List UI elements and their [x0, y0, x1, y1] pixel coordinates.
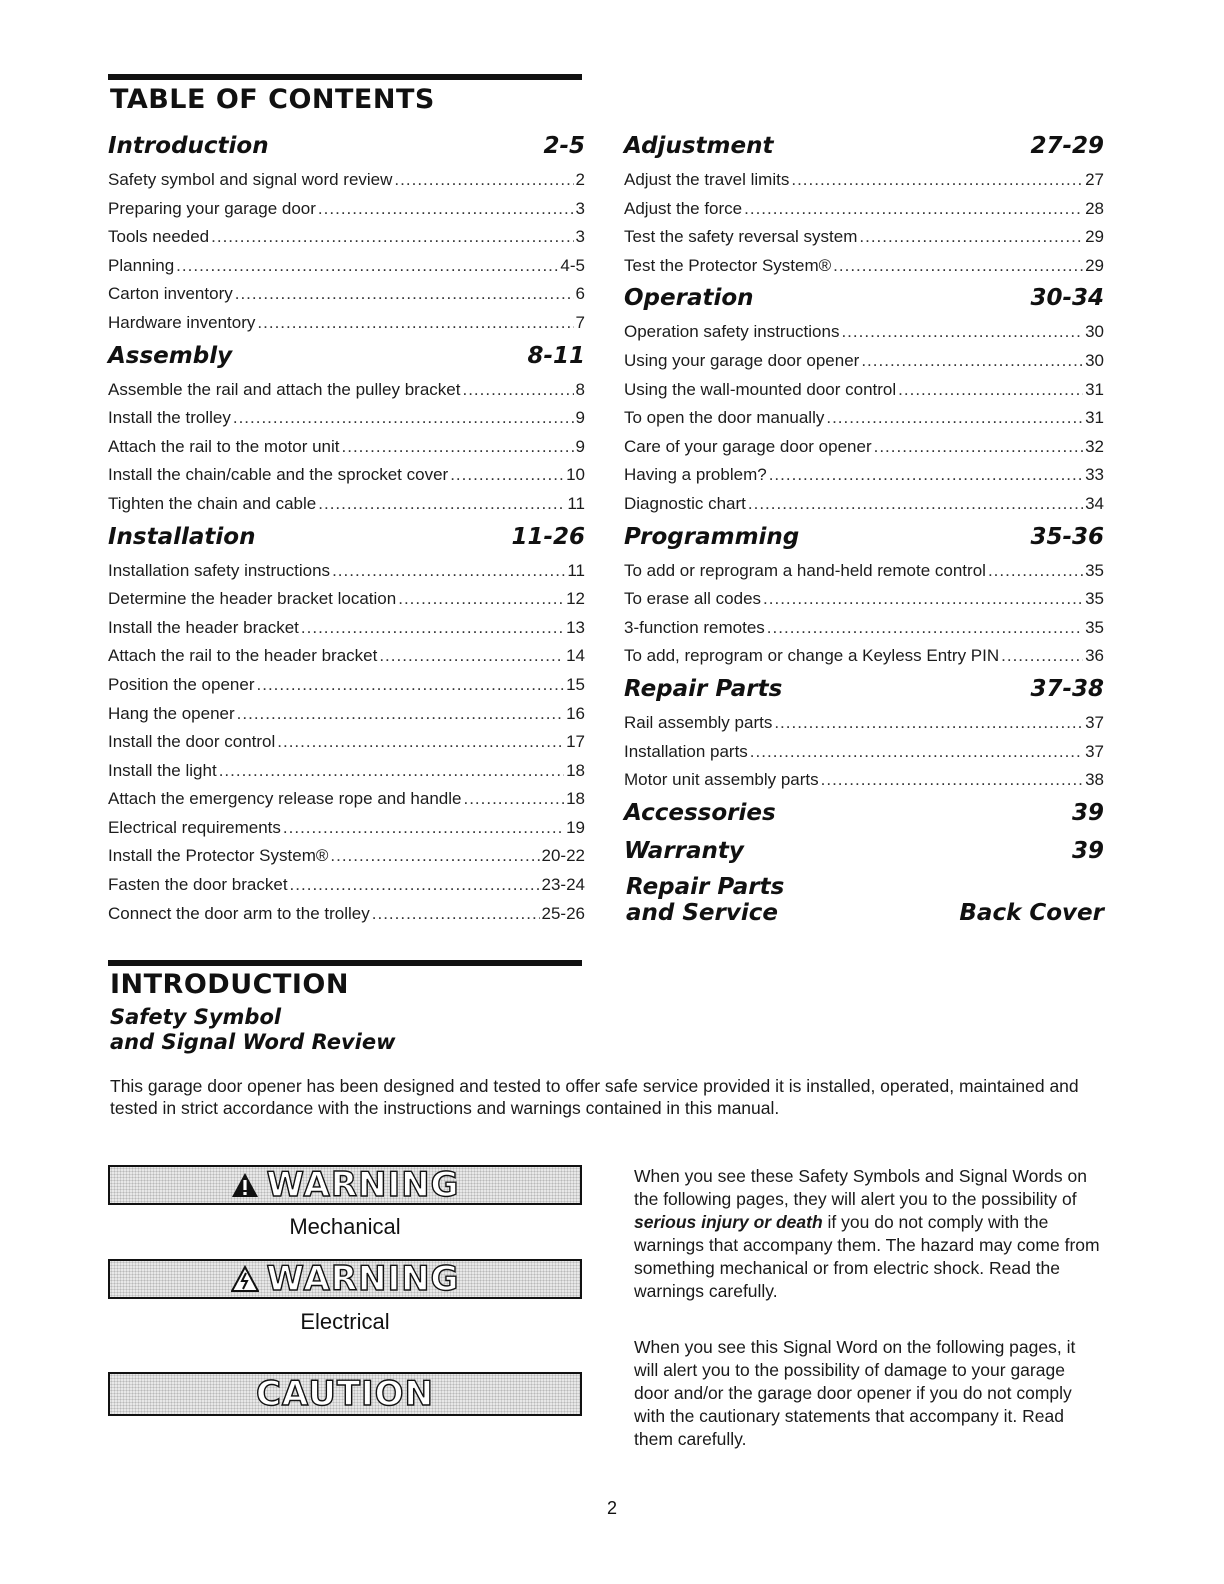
toc-entry-page: 31 — [1085, 408, 1104, 428]
toc-entry-leader-dots — [874, 433, 1083, 462]
toc-entry — [624, 252, 1104, 281]
warning-triangle-icon — [231, 1171, 259, 1199]
toc-section-heading — [624, 795, 1104, 827]
toc-entry — [624, 614, 1104, 643]
toc-entry-page: 4-5 — [560, 255, 585, 275]
toc-entry-title: Hardware inventory — [108, 312, 256, 332]
toc-entry-leader-dots — [791, 166, 1083, 195]
toc-entry — [624, 461, 1104, 490]
toc-entry-title: Attach the rail to the header bracket — [108, 646, 378, 666]
toc-entry-title: Diagnostic chart — [624, 493, 746, 513]
toc-entry — [108, 900, 585, 929]
toc-entry-leader-dots — [826, 404, 1083, 433]
toc-entry — [108, 376, 585, 405]
toc-entry-leader-dots — [861, 347, 1083, 376]
toc-entry-page: 36 — [1085, 646, 1104, 666]
toc-section-pages: 27-29 — [1030, 133, 1104, 159]
toc-entry — [108, 785, 585, 814]
toc-section-heading — [108, 519, 585, 551]
intro-heading: INTRODUCTION — [110, 969, 349, 1000]
toc-section-title: Accessories — [624, 799, 776, 826]
toc-entry-page: 3 — [575, 198, 585, 218]
toc-entry-leader-dots — [283, 814, 564, 843]
toc-entry-leader-dots — [394, 166, 573, 195]
intro-top-rule — [108, 960, 582, 966]
toc-final-pages: Back Cover — [959, 900, 1104, 926]
toc-entry-title: Carton inventory — [108, 284, 233, 304]
toc-section-pages: 30-34 — [1030, 285, 1104, 312]
toc-section-pages: 39 — [1071, 837, 1104, 864]
toc-entry-leader-dots — [988, 557, 1083, 586]
toc-entry-title: Using the wall-mounted door control — [624, 379, 897, 399]
toc-entry-title: To erase all codes — [624, 589, 762, 609]
toc-entry-title: Assemble the rail and attach the pulley bracket — [108, 379, 461, 399]
toc-section-title: Adjustment — [624, 133, 774, 159]
warning-explanation-text-a: When you see these Safety Symbols and Signal Words on the following pages, they will alert you to the possibility of — [634, 1166, 1087, 1209]
toc-entry-leader-dots — [462, 376, 573, 405]
toc-entry-page: 2 — [575, 170, 585, 189]
toc-entry-page: 12 — [566, 589, 585, 609]
toc-entry-page: 37 — [1085, 712, 1104, 732]
toc-entry-title: Adjust the travel limits — [624, 170, 790, 189]
toc-entry-page: 33 — [1085, 465, 1104, 485]
toc-entry-page: 25-26 — [541, 903, 585, 923]
toc-entry-title: Hang the opener — [108, 703, 235, 723]
toc-entry-title: To add or reprogram a hand-held remote control — [624, 560, 986, 580]
toc-entry-title: Installation safety instructions — [108, 560, 331, 580]
toc-entry-title: Electrical requirements — [108, 817, 281, 837]
toc-entry-title: Attach the rail to the motor unit — [108, 436, 340, 456]
toc-section-heading — [624, 280, 1104, 312]
toc-entry-leader-dots — [774, 709, 1083, 738]
toc-entry-title: Preparing your garage door — [108, 198, 316, 218]
toc-entry-page: 11 — [567, 493, 585, 513]
toc-entry-page: 23-24 — [541, 875, 585, 895]
toc-entry-leader-dots — [342, 433, 574, 462]
toc-entry-leader-dots — [219, 757, 564, 786]
toc-entry-leader-dots — [748, 490, 1083, 519]
toc-entry — [108, 642, 585, 671]
toc-entry-page: 38 — [1085, 770, 1104, 790]
toc-entry-title: Planning — [108, 255, 175, 275]
toc-entry-title: Care of your garage door opener — [624, 436, 872, 456]
toc-section-title: Assembly — [108, 342, 233, 369]
toc-entry-title: Tighten the chain and cable — [108, 493, 317, 513]
toc-section-heading — [108, 128, 585, 160]
toc-entry-leader-dots — [744, 195, 1083, 224]
toc-entry — [624, 433, 1104, 462]
toc-entry — [624, 738, 1104, 767]
warning-electrical-box — [108, 1259, 582, 1299]
toc-entry-page: 29 — [1085, 255, 1104, 275]
toc-section-heading — [624, 128, 1104, 160]
toc-entry-page: 28 — [1085, 198, 1104, 218]
toc-entry-page: 35 — [1085, 617, 1104, 637]
toc-entry-leader-dots — [450, 461, 564, 490]
toc-entry-page: 14 — [566, 646, 585, 666]
toc-entry-title: Install the light — [108, 760, 217, 780]
warning-electrical-caption: Electrical — [300, 1309, 390, 1334]
toc-entry — [108, 252, 585, 281]
toc-entry-leader-dots — [379, 642, 564, 671]
toc-entry — [108, 433, 585, 462]
toc-entry-page: 8 — [575, 379, 585, 399]
toc-entry-title: Operation safety instructions — [624, 322, 840, 342]
toc-entry-leader-dots — [372, 900, 540, 929]
toc-entry-leader-dots — [257, 309, 573, 338]
toc-entry-leader-dots — [833, 252, 1083, 281]
toc-entry — [108, 223, 585, 252]
warning-explanation-text-c: if you do not comply with the warnings that accompany them. The hazard may come from something mechanical or from electric shock. Read the warnings carefully. — [634, 1212, 1100, 1301]
toc-entry-title: Test the Protector System® — [624, 255, 832, 275]
toc-entry-page: 10 — [566, 465, 585, 485]
intro-subheading-line2: and Signal Word Review — [110, 1030, 396, 1054]
toc-entry-page: 3 — [575, 227, 585, 247]
toc-right-column — [624, 128, 1104, 871]
toc-entry-page: 18 — [566, 789, 585, 809]
warning-electrical-word: WARNING — [266, 1259, 460, 1299]
toc-entry — [624, 376, 1104, 405]
toc-section-pages: 11-26 — [511, 523, 585, 550]
toc-entry-title: Attach the emergency release rope and handle — [108, 789, 462, 809]
toc-entry-leader-dots — [1001, 642, 1083, 671]
toc-entry-title: Safety symbol and signal word review — [108, 170, 393, 189]
toc-entry-title: Determine the header bracket location — [108, 589, 397, 609]
toc-entry — [108, 166, 585, 195]
toc-entry — [108, 814, 585, 843]
toc-heading: TABLE OF CONTENTS — [110, 84, 435, 115]
toc-entry-leader-dots — [750, 738, 1083, 767]
toc-entry-page: 18 — [566, 760, 585, 780]
toc-entry-leader-dots — [277, 728, 564, 757]
toc-entry-page: 13 — [566, 617, 585, 637]
toc-entry-page: 29 — [1085, 227, 1104, 247]
toc-entry-title: Rail assembly parts — [624, 712, 773, 732]
toc-entry — [108, 557, 585, 586]
toc-entry-title: 3-function remotes — [624, 617, 765, 637]
caution-box — [108, 1372, 582, 1416]
toc-entry — [108, 195, 585, 224]
toc-entry-page: 20-22 — [541, 846, 585, 866]
toc-entry-leader-dots — [463, 785, 564, 814]
toc-entry — [108, 280, 585, 309]
toc-entry-leader-dots — [237, 700, 564, 729]
toc-entry — [108, 671, 585, 700]
toc-entry — [108, 404, 585, 433]
toc-entry-page: 30 — [1085, 350, 1104, 370]
warning-mechanical-word: WARNING — [266, 1165, 460, 1205]
toc-entry-title: Adjust the force — [624, 198, 743, 218]
toc-entry-page: 11 — [567, 560, 585, 580]
toc-entry-leader-dots — [767, 614, 1083, 643]
toc-entry-page: 6 — [575, 284, 585, 304]
toc-entry-title: Install the chain/cable and the sprocket cover — [108, 465, 449, 485]
toc-entry-title: Connect the door arm to the trolley — [108, 903, 370, 923]
toc-section-title: Repair Parts — [624, 675, 783, 702]
toc-entry-title: To add, reprogram or change a Keyless Entry PIN — [624, 646, 1000, 666]
toc-entry-page: 17 — [566, 732, 585, 752]
toc-entry-leader-dots — [318, 490, 565, 519]
toc-top-rule — [108, 74, 582, 80]
toc-entry-title: Install the door control — [108, 732, 276, 752]
toc-entry-title: Using your garage door opener — [624, 350, 860, 370]
toc-entry-leader-dots — [859, 223, 1083, 252]
intro-paragraph: This garage door opener has been designed and tested to offer safe service provided it is installed, operated, maintained and tested in strict accordance with the instructions and warnings contained in this manual. — [110, 1076, 1079, 1118]
toc-entry — [624, 557, 1104, 586]
toc-entry-leader-dots — [398, 585, 564, 614]
toc-entry-leader-dots — [211, 223, 573, 252]
toc-section-heading — [624, 671, 1104, 703]
toc-entry — [108, 757, 585, 786]
toc-section-pages: 35-36 — [1030, 523, 1104, 550]
toc-section-pages: 2-5 — [543, 133, 585, 159]
toc-entry-page: 35 — [1085, 589, 1104, 609]
toc-entry — [624, 642, 1104, 671]
toc-entry — [108, 728, 585, 757]
toc-section-heading — [624, 519, 1104, 551]
toc-entry-page: 27 — [1085, 170, 1104, 189]
toc-section-title: Introduction — [108, 133, 269, 159]
toc-entry — [108, 461, 585, 490]
toc-entry-page: 16 — [566, 703, 585, 723]
page-number: 2 — [606, 1498, 617, 1518]
toc-entry — [624, 585, 1104, 614]
toc-entry-page: 34 — [1085, 493, 1104, 513]
caution-explanation: When you see this Signal Word on the following pages, it will alert you to the possibility of damage to your garage door and/or the garage door opener if you do not comply with the cautionary statements that accompany it. Read them carefully. — [634, 1337, 1076, 1449]
toc-entry-leader-dots — [235, 280, 574, 309]
toc-entry-leader-dots — [301, 614, 564, 643]
toc-entry — [108, 614, 585, 643]
toc-entry — [624, 318, 1104, 347]
toc-entry-title: Position the opener — [108, 674, 255, 694]
toc-entry-title: Install the header bracket — [108, 617, 299, 637]
toc-entry-title: Motor unit assembly parts — [624, 770, 819, 790]
toc-entry — [108, 871, 585, 900]
toc-entry-leader-dots — [257, 671, 565, 700]
toc-entry-page: 32 — [1085, 436, 1104, 456]
toc-entry — [624, 347, 1104, 376]
toc-section-title: Operation — [624, 285, 754, 312]
toc-entry — [108, 842, 585, 871]
toc-section-pages: 37-38 — [1030, 675, 1104, 702]
toc-entry-page: 9 — [575, 408, 585, 428]
toc-entry-leader-dots — [841, 318, 1083, 347]
toc-final-title-line2: and Service — [626, 900, 778, 926]
toc-entry — [624, 404, 1104, 433]
toc-entry-page: 37 — [1085, 741, 1104, 761]
intro-subheading-line1: Safety Symbol — [110, 1005, 282, 1029]
toc-entry — [108, 490, 585, 519]
toc-entry-leader-dots — [290, 871, 540, 900]
toc-entry-leader-dots — [330, 842, 539, 871]
toc-entry — [624, 490, 1104, 519]
toc-entry-leader-dots — [763, 585, 1083, 614]
toc-entry — [108, 309, 585, 338]
toc-entry-leader-dots — [318, 195, 574, 224]
toc-section-heading — [624, 833, 1104, 865]
toc-section-title: Warranty — [624, 837, 744, 864]
toc-entry-leader-dots — [176, 252, 558, 281]
toc-section-pages: 8-11 — [527, 342, 585, 369]
toc-entry — [624, 709, 1104, 738]
caution-word: CAUTION — [255, 1374, 435, 1414]
warning-explanation — [634, 1165, 1104, 1303]
warning-explanation-emphasis: serious injury or death — [634, 1212, 823, 1232]
toc-section-heading — [108, 338, 585, 370]
toc-section-title: Installation — [108, 523, 256, 550]
toc-entry-page: 9 — [575, 436, 585, 456]
toc-entry — [108, 700, 585, 729]
toc-entry — [624, 766, 1104, 795]
toc-entry-title: Fasten the door bracket — [108, 875, 288, 895]
toc-entry-title: Tools needed — [108, 227, 210, 247]
toc-entry — [624, 195, 1104, 224]
toc-entry-page: 30 — [1085, 322, 1104, 342]
toc-entry-leader-dots — [332, 557, 565, 586]
toc-entry-title: Test the safety reversal system — [624, 227, 858, 247]
toc-entry-title: To open the door manually — [624, 408, 825, 428]
toc-final-title-line1: Repair Parts — [626, 874, 785, 900]
toc-final-section — [626, 874, 1104, 926]
electrical-hazard-icon — [231, 1265, 259, 1293]
toc-entry — [108, 585, 585, 614]
warning-mechanical-box — [108, 1165, 582, 1205]
toc-entry-title: Having a problem? — [624, 465, 767, 485]
toc-entry-page: 15 — [566, 674, 585, 694]
toc-entry-leader-dots — [233, 404, 574, 433]
toc-entry-title: Install the trolley — [108, 408, 231, 428]
toc-section-title: Programming — [624, 523, 800, 550]
toc-entry-title: Install the Protector System® — [108, 846, 329, 866]
toc-entry-leader-dots — [821, 766, 1083, 795]
toc-entry-leader-dots — [898, 376, 1083, 405]
warning-mechanical-caption: Mechanical — [289, 1214, 401, 1239]
toc-entry — [624, 166, 1104, 195]
intro-subheading — [110, 1005, 396, 1055]
toc-section-pages: 39 — [1071, 799, 1104, 826]
toc-entry-page: 35 — [1085, 560, 1104, 580]
toc-entry-leader-dots — [769, 461, 1083, 490]
toc-entry-title: Installation parts — [624, 741, 748, 761]
toc-left-column — [108, 128, 585, 928]
toc-entry-page: 31 — [1085, 379, 1104, 399]
toc-entry-page: 19 — [566, 817, 585, 837]
toc-entry — [624, 223, 1104, 252]
toc-entry-page: 7 — [575, 312, 585, 332]
